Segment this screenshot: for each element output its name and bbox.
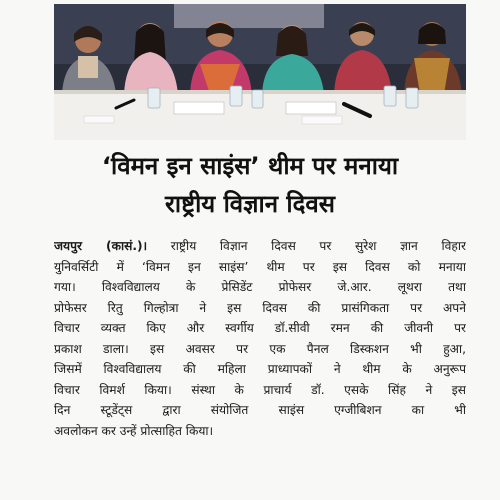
water-glass bbox=[252, 90, 263, 108]
water-glass bbox=[148, 88, 160, 108]
water-glass bbox=[384, 86, 396, 106]
article-line-3: गया। विश्वविद्यालय के प्रेसिडेंट प्रोफेसर जे.आर. लूथरा तथा bbox=[54, 280, 466, 294]
name-plate bbox=[286, 102, 336, 114]
article-line-text: राष्ट्रीय विज्ञान दिवस पर सुरेश ज्ञान विहार bbox=[170, 239, 466, 253]
article-line-7: जिसमें विश्वविद्यालय की महिला प्राध्यापकों ने थीम के अनुरूप bbox=[54, 362, 466, 376]
article-body bbox=[54, 236, 466, 441]
water-glass bbox=[406, 88, 418, 108]
article-line-5: विचार व्यक्त किए और स्वर्गीय डॉ.सीवी रमन की जीवनी पर bbox=[54, 321, 466, 335]
dateline: जयपुर (कासं.)। bbox=[54, 239, 148, 253]
article-line-4: प्रोफेसर रितु गिल्होत्रा ने इस दिवस की प्रासंगिकता पर अपने bbox=[54, 300, 466, 315]
article-line-8: विचार विमर्श किया। संस्था के प्राचार्य डॉ. एसके सिंह ने इस bbox=[54, 382, 466, 397]
article-line-10: अवलोकन कर उन्हें प्रोत्साहित किया। bbox=[54, 423, 214, 438]
panel-photo-illustration bbox=[54, 4, 466, 140]
headline-line-2: राष्ट्रीय विज्ञान दिवस bbox=[165, 190, 335, 218]
article-line-6: प्रकाश डाला। इस अवसर पर एक पैनल डिस्कशन भी हुआ, bbox=[54, 341, 466, 356]
name-plate bbox=[174, 102, 224, 114]
water-glass bbox=[230, 86, 242, 106]
article-line-9: दिन स्टूडेंट्स द्वारा संयोजित साइंस एग्जीबिशन का भी bbox=[54, 403, 466, 417]
panel-photo bbox=[54, 4, 466, 140]
article-line-2: युनिवर्सिटी में ‘विमन इन साइंस’ थीम पर इस दिवस को मनाया bbox=[54, 259, 466, 274]
headline-line-1: ‘विमन इन साइंस’ थीम पर मनाया bbox=[101, 152, 399, 180]
article-line-1 bbox=[54, 236, 466, 257]
